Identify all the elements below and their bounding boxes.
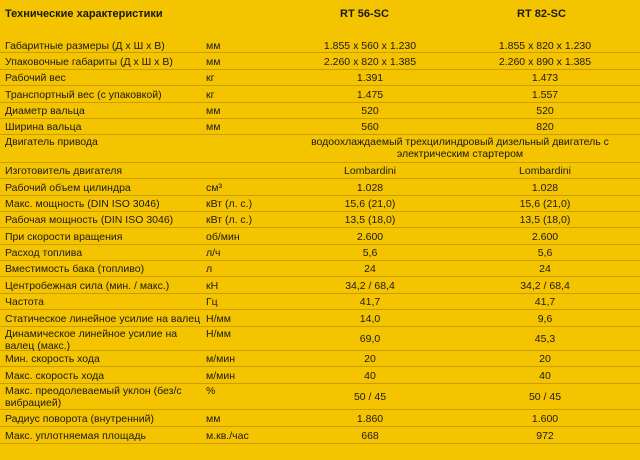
spec-name: Центробежная сила (мин. / макс.)	[5, 280, 170, 292]
spec-value-rt82: 1.855 x 820 x 1.230	[498, 40, 592, 52]
spec-unit: м/мин	[206, 370, 236, 382]
spec-name: Макс. мощность (DIN ISO 3046)	[5, 198, 160, 210]
spec-value-rt56: 2.600	[356, 231, 384, 243]
spec-value-rt56: 50 / 45	[353, 391, 387, 403]
spec-unit: м.кв./час	[206, 430, 249, 442]
spec-value-rt56: 1.860	[356, 413, 384, 425]
spec-name: Рабочий вес	[5, 72, 66, 84]
spec-value-rt56: 20	[364, 353, 376, 365]
spec-name: Расход топлива	[5, 247, 83, 259]
spec-row	[0, 119, 640, 135]
spec-value-rt56: 1.855 x 560 x 1.230	[323, 40, 417, 52]
spec-name: Упаковочные габариты (Д x Ш x В)	[5, 56, 173, 68]
spec-name: Изготовитель двигателя	[5, 165, 123, 177]
spec-unit: мм	[206, 40, 221, 52]
spec-unit: кВт (л. с.)	[206, 198, 253, 210]
spec-value-rt82: 1.028	[531, 182, 559, 194]
spec-value-rt56: 1.391	[356, 72, 384, 84]
spec-value-rt82: Lombardini	[519, 165, 571, 177]
spec-row	[0, 410, 640, 427]
spec-value-rt82: 1.473	[531, 72, 559, 84]
spec-value-rt82: 9,6	[537, 313, 553, 325]
spec-row	[0, 351, 640, 367]
spec-name: Вместимость бака (топливо)	[5, 263, 145, 275]
spec-value-rt82: 45,3	[534, 333, 556, 345]
spec-value-rt56: 24	[364, 263, 376, 275]
spec-value-rt56: 34,2 / 68,4	[345, 280, 395, 292]
spec-value-rt56: 1.475	[356, 89, 384, 101]
spec-row	[0, 38, 640, 53]
table-title: Технические характеристики	[5, 8, 163, 20]
spec-value-rt56: 69,0	[359, 333, 381, 345]
table-header	[0, 0, 640, 28]
spec-name: Ширина вальца	[5, 121, 82, 133]
spec-name: Статическое линейное усилие на валец	[5, 313, 201, 325]
spec-value-rt56: 520	[361, 105, 379, 117]
spec-row	[0, 53, 640, 70]
spec-name: Рабочая мощность (DIN ISO 3046)	[5, 214, 174, 226]
spec-name: Макс. преодолеваемый уклон (без/с вибрацией)	[5, 385, 182, 409]
spec-row	[0, 261, 640, 277]
spec-value-rt82: 20	[539, 353, 551, 365]
spec-unit: м/мин	[206, 353, 236, 365]
spec-value-rt82: 40	[539, 370, 551, 382]
spec-value-rt82: 41,7	[534, 296, 556, 308]
spec-value-rt82: 15,6 (21,0)	[519, 198, 571, 210]
model-1-heading: RT 56-SC	[340, 8, 389, 20]
spec-row	[0, 427, 640, 444]
spec-row	[0, 327, 640, 351]
spec-value-rt56: 1.028	[356, 182, 384, 194]
spec-row	[0, 179, 640, 196]
spec-row	[0, 135, 640, 163]
spec-value-rt82: 5,6	[537, 247, 553, 259]
spec-name: Диаметр вальца	[5, 105, 85, 117]
spec-name: Рабочий объем цилиндра	[5, 182, 131, 194]
spec-row	[0, 70, 640, 86]
spec-name: Макс. скорость хода	[5, 370, 105, 382]
spec-value-rt82: 1.557	[531, 89, 559, 101]
spec-value-rt82: 2.600	[531, 231, 559, 243]
spec-row	[0, 163, 640, 179]
spec-value-rt56: 560	[361, 121, 379, 133]
spec-value-rt82: 34,2 / 68,4	[520, 280, 570, 292]
spec-unit: кг	[206, 72, 215, 84]
spec-row	[0, 86, 640, 103]
spec-name: Макс. уплотняемая площадь	[5, 430, 146, 442]
spec-value-rt56: Lombardini	[344, 165, 396, 177]
spec-name: Двигатель привода	[5, 136, 98, 148]
spec-row	[0, 294, 640, 310]
model-2-heading: RT 82-SC	[517, 8, 566, 20]
spec-unit: об/мин	[206, 231, 240, 243]
spec-value-rt56: 5,6	[362, 247, 378, 259]
spec-unit: кН	[206, 280, 219, 292]
spec-unit: мм	[206, 105, 221, 117]
spec-value-rt82: 50 / 45	[528, 391, 562, 403]
spec-unit: мм	[206, 413, 221, 425]
spec-row	[0, 212, 640, 228]
spec-name: Радиус поворота (внутренний)	[5, 413, 154, 425]
spec-row	[0, 245, 640, 261]
spec-row	[0, 277, 640, 294]
spec-unit: Гц	[206, 296, 218, 308]
spec-unit: кг	[206, 89, 215, 101]
spec-name: Габаритные размеры (Д x Ш x В)	[5, 40, 165, 52]
spec-row	[0, 196, 640, 212]
spec-value-rt82: 820	[536, 121, 554, 133]
spec-value-rt56: 13,5 (18,0)	[344, 214, 396, 226]
spec-row	[0, 228, 640, 245]
spec-unit: кВт (л. с.)	[206, 214, 253, 226]
spec-unit: л	[206, 263, 213, 275]
spec-unit: мм	[206, 56, 221, 68]
spec-value-span: водоохлаждаемый трехцилиндровый дизельный двигатель с электрическим стартером	[311, 136, 609, 160]
spec-name: При скорости вращения	[5, 231, 123, 243]
spec-unit: мм	[206, 121, 221, 133]
spec-value-rt82: 520	[536, 105, 554, 117]
spec-unit: Н/мм	[206, 328, 231, 340]
spec-value-rt82: 972	[536, 430, 554, 442]
spec-unit: Н/мм	[206, 313, 231, 325]
spec-value-rt82: 24	[539, 263, 551, 275]
spec-row	[0, 367, 640, 384]
spec-value-rt82: 2.260 x 890 x 1.385	[498, 56, 592, 68]
spec-row	[0, 384, 640, 410]
spec-value-rt82: 13,5 (18,0)	[519, 214, 571, 226]
spec-unit: %	[206, 385, 216, 397]
spec-value-rt56: 41,7	[359, 296, 381, 308]
spec-unit: л/ч	[206, 247, 221, 259]
spec-value-rt56: 668	[361, 430, 379, 442]
spec-name: Динамическое линейное усилие на валец (макс.)	[5, 328, 178, 352]
spec-value-rt56: 40	[364, 370, 376, 382]
spec-value-rt56: 14,0	[359, 313, 381, 325]
spec-unit: см³	[206, 182, 222, 194]
spec-row	[0, 310, 640, 327]
spec-value-rt56: 15,6 (21,0)	[344, 198, 396, 210]
spec-name: Частота	[5, 296, 44, 308]
spec-name: Транспортный вес (с упаковкой)	[5, 89, 162, 101]
spec-value-rt82: 1.600	[531, 413, 559, 425]
spec-value-rt56: 2.260 x 820 x 1.385	[323, 56, 417, 68]
spec-row	[0, 103, 640, 119]
spec-name: Мин. скорость хода	[5, 353, 100, 365]
